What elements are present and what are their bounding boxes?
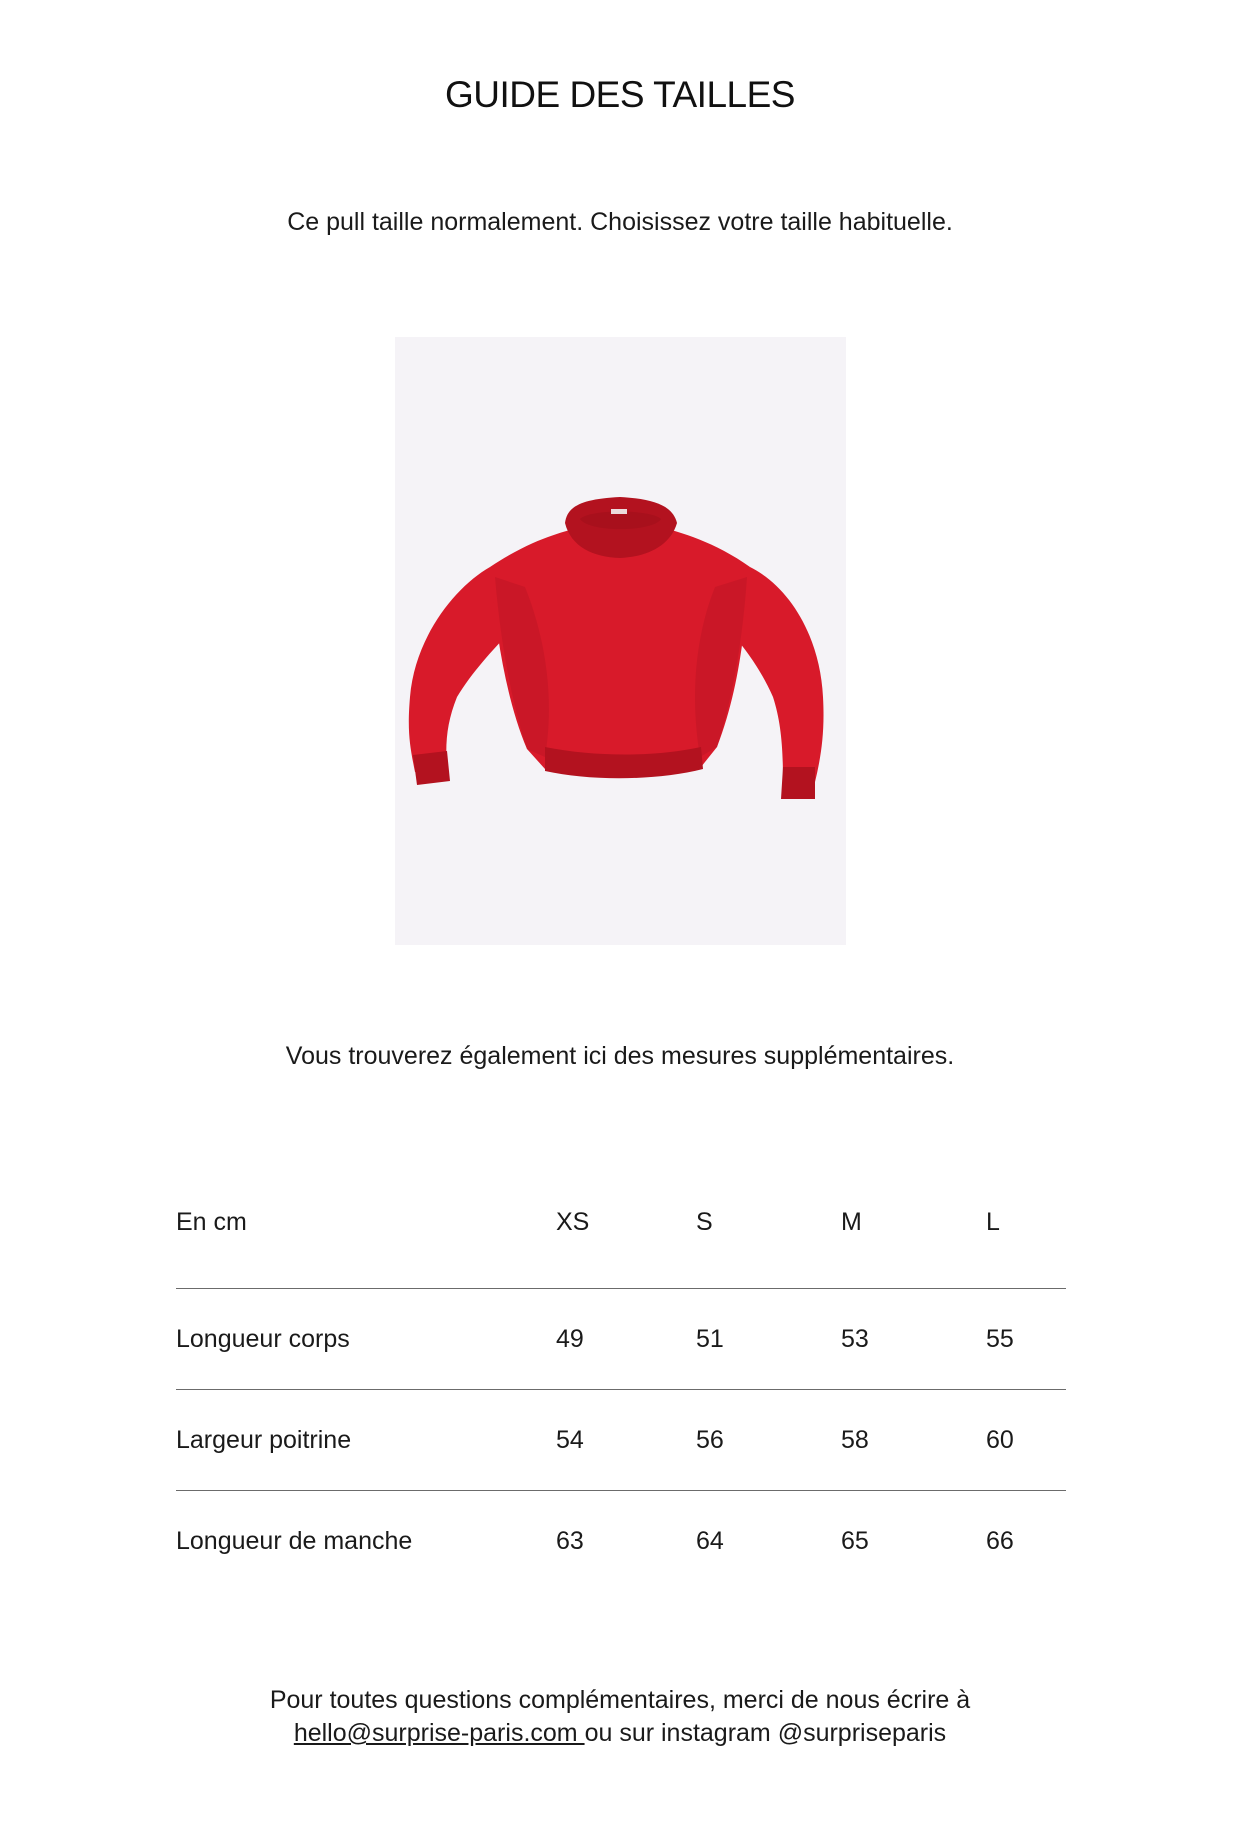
- sweater-right-cuff: [781, 767, 815, 799]
- cell-value: 55: [986, 1289, 1066, 1390]
- cell-value: 53: [841, 1289, 986, 1390]
- cell-value: 51: [696, 1289, 841, 1390]
- contact-footer: [0, 1684, 1240, 1750]
- size-header-xs: XS: [556, 1190, 696, 1289]
- cell-value: 60: [986, 1390, 1066, 1491]
- footer-line-2: [0, 1717, 1240, 1750]
- table-row: [176, 1390, 1066, 1491]
- unit-header: En cm: [176, 1190, 556, 1289]
- cell-value: 56: [696, 1390, 841, 1491]
- row-label: Longueur de manche: [176, 1526, 413, 1555]
- size-table-header-row: [176, 1190, 1066, 1289]
- cell-value: 49: [556, 1289, 696, 1390]
- intro-text: Ce pull taille normalement. Choisissez votre taille habituelle.: [287, 208, 953, 236]
- size-header-m: M: [841, 1190, 986, 1289]
- cell-value: 66: [986, 1526, 1014, 1555]
- page-title: GUIDE DES TAILLES: [445, 74, 795, 115]
- sweater-left-cuff: [413, 751, 450, 785]
- row-label: Largeur poitrine: [176, 1390, 556, 1491]
- table-row: [176, 1491, 1066, 1592]
- extra-measurements-note: Vous trouverez également ici des mesures supplémentaires.: [285, 1042, 955, 1070]
- instagram-text: ou sur instagram @surpriseparis: [584, 1719, 947, 1747]
- email-link[interactable]: hello@surprise-paris.com: [293, 1719, 585, 1747]
- cell-value: 65: [841, 1526, 869, 1555]
- cell-value: 58: [841, 1390, 986, 1491]
- size-header-s: S: [696, 1190, 841, 1289]
- footer-line-1: Pour toutes questions complémentaires, merci de nous écrire à: [269, 1686, 971, 1714]
- size-header-l: L: [986, 1190, 1066, 1289]
- table-row: [176, 1289, 1066, 1390]
- red-sweater-image: [395, 337, 846, 945]
- row-label: Longueur corps: [176, 1289, 556, 1390]
- cell-value: 54: [556, 1390, 696, 1491]
- cell-value: 63: [556, 1526, 584, 1555]
- size-table: [176, 1190, 1066, 1591]
- cell-value: 64: [696, 1526, 724, 1555]
- product-photo: [395, 337, 846, 945]
